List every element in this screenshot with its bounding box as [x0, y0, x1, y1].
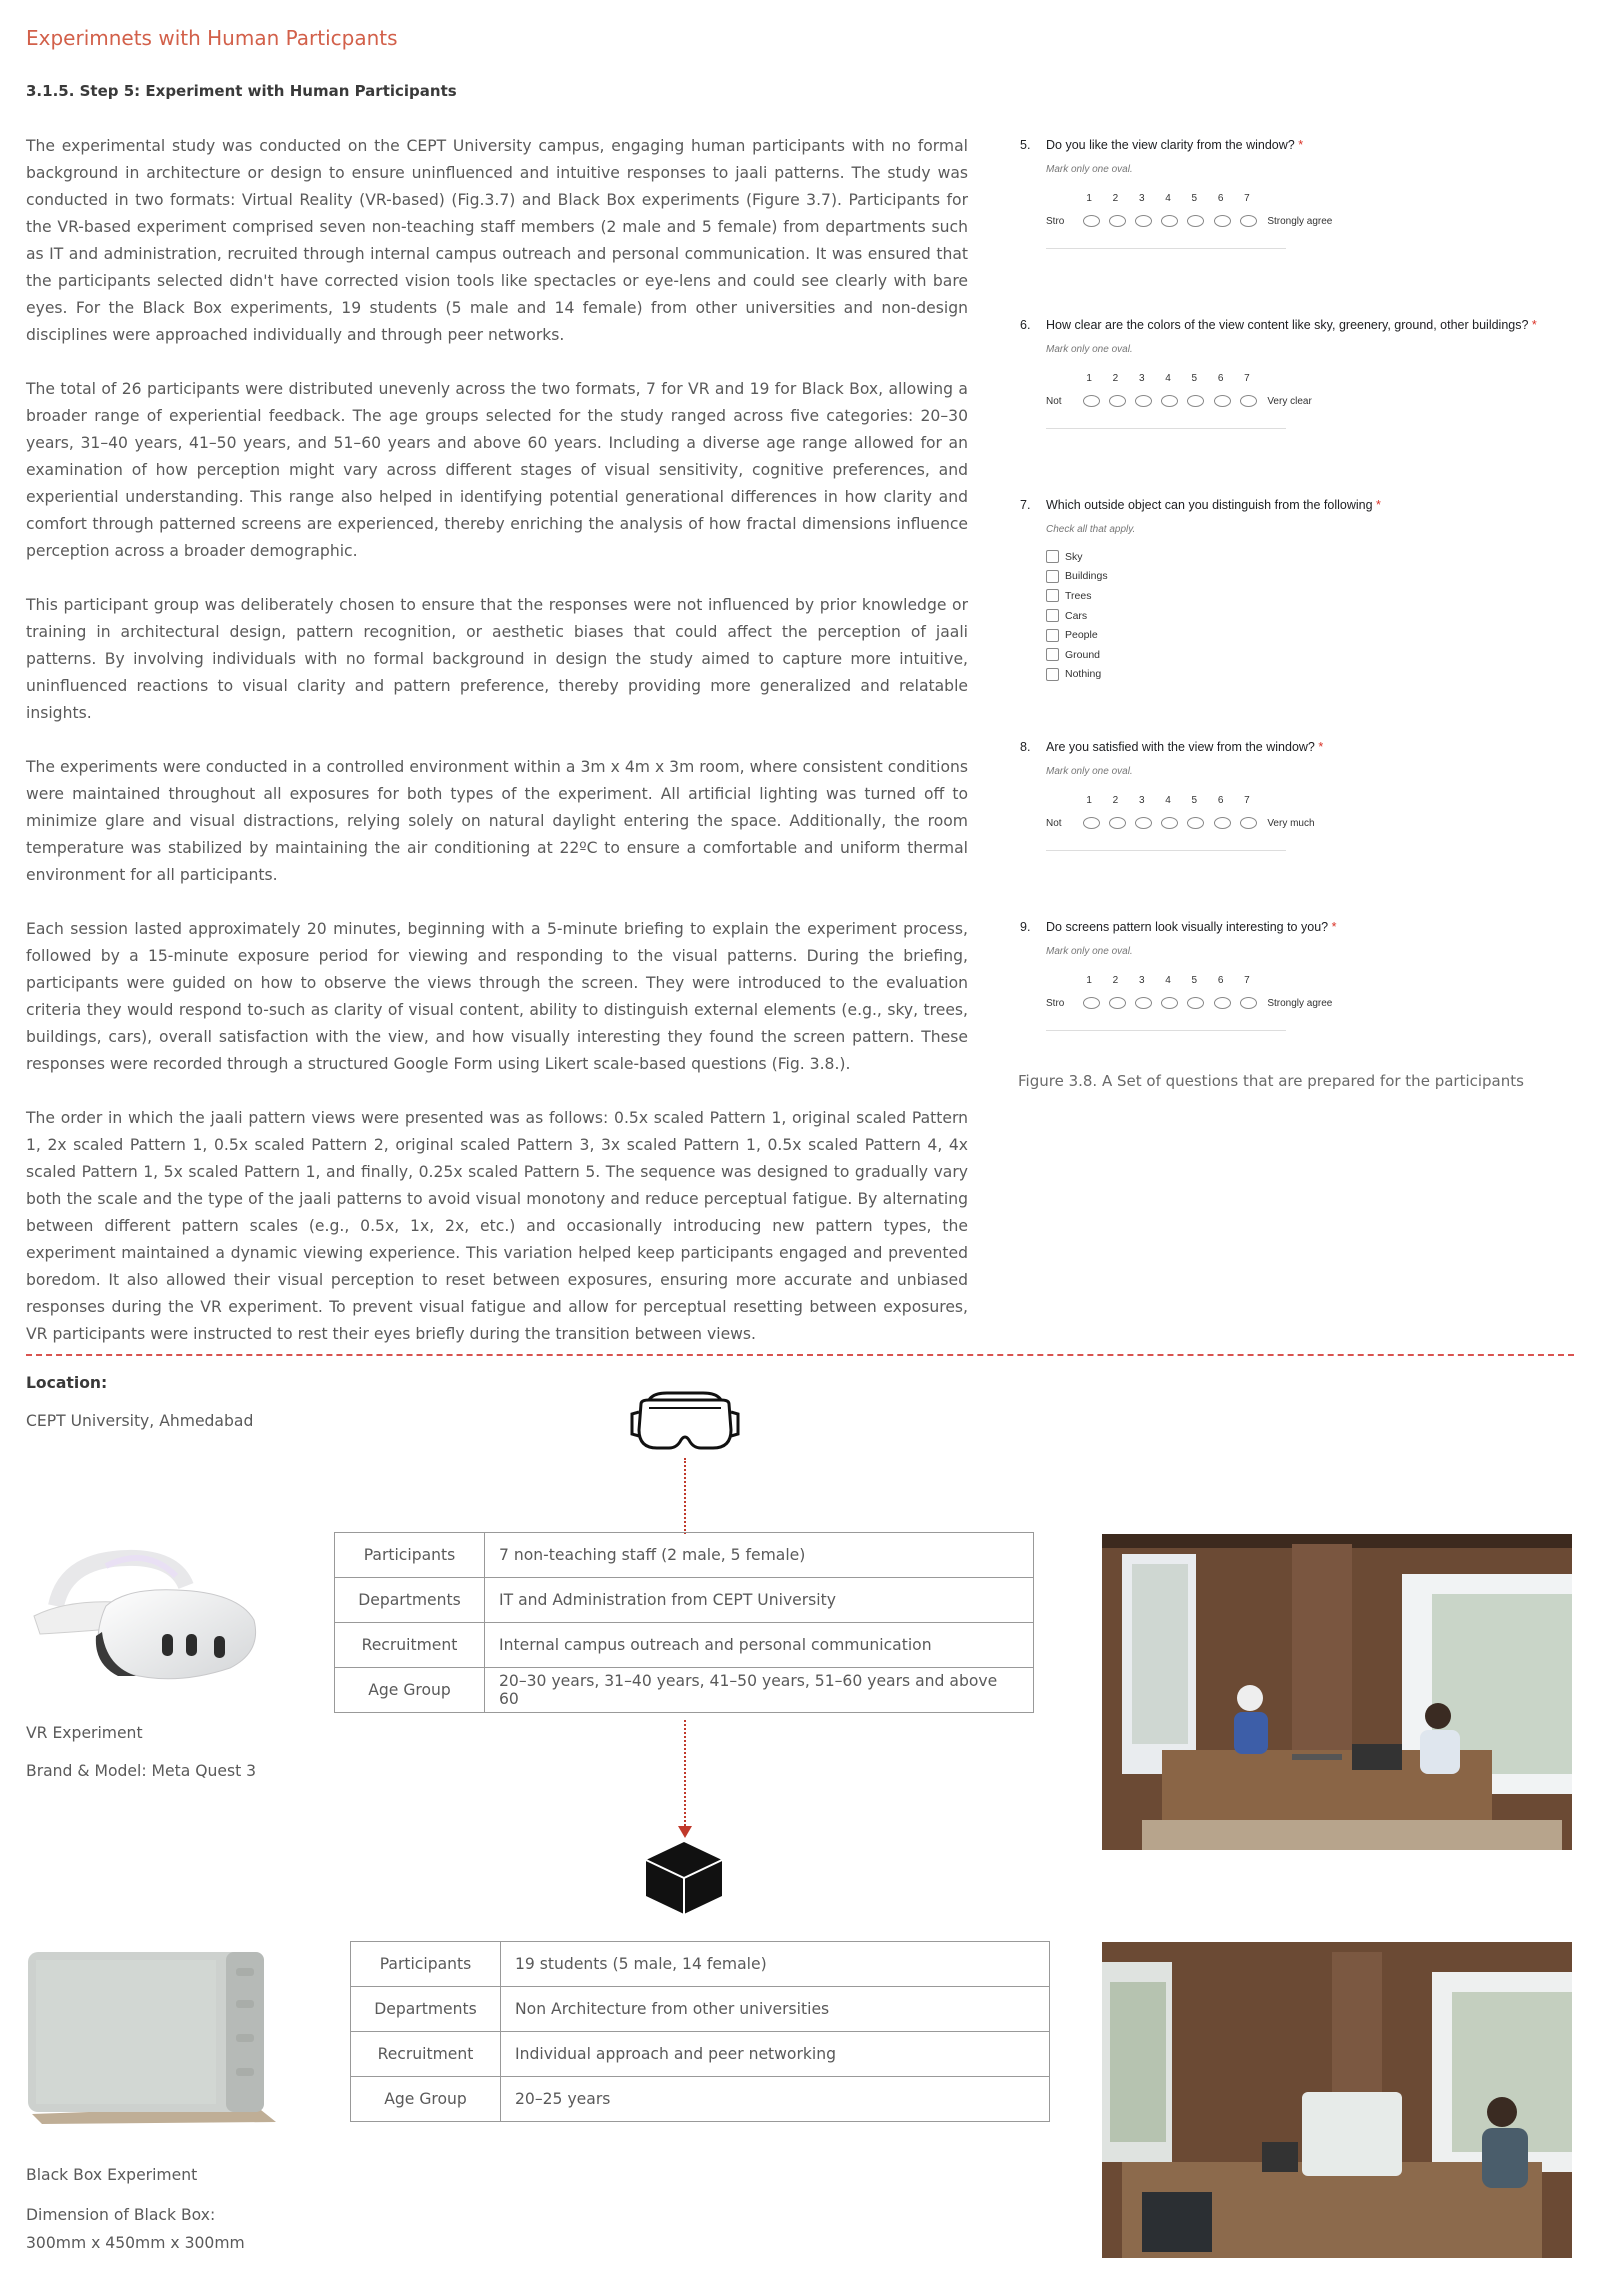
scale-low-label: Stro [1046, 997, 1065, 1009]
question-hint: Mark only one oval. [1046, 766, 1133, 777]
connector-line [684, 1720, 686, 1830]
question-hint: Mark only one oval. [1046, 164, 1133, 175]
checkbox[interactable] [1046, 550, 1059, 563]
radio-oval[interactable] [1187, 997, 1204, 1009]
vr-model-label: Brand & Model: Meta Quest 3 [26, 1762, 257, 1780]
checkbox[interactable] [1046, 589, 1059, 602]
radio-oval[interactable] [1214, 817, 1231, 829]
question-5 [1020, 138, 1590, 249]
radio-oval[interactable] [1240, 817, 1257, 829]
checkbox[interactable] [1046, 609, 1059, 622]
checkbox[interactable] [1046, 629, 1059, 642]
table-row: Age Group 20–25 years [351, 2077, 1050, 2122]
radio-oval[interactable] [1161, 997, 1178, 1009]
table-row: Participants 19 students (5 male, 14 female) [351, 1942, 1050, 1987]
required-mark: * [1376, 498, 1381, 512]
question-number: 5. [1020, 138, 1031, 152]
question-text: Which outside object can you distinguish from the following [1046, 498, 1373, 512]
location-label: Location: [26, 1374, 108, 1392]
table-row: Age Group 20–30 years, 31–40 years, 41–50 years, 51–60 years and above 60 [335, 1668, 1034, 1713]
question-8 [1020, 740, 1590, 851]
scale-high-label: Very clear [1267, 395, 1312, 407]
radio-oval[interactable] [1187, 817, 1204, 829]
required-mark: * [1331, 920, 1337, 934]
radio-oval[interactable] [1187, 395, 1204, 407]
likert-scale: 1 2 3 4 5 6 7 Stro Strongly agree [1046, 193, 1286, 249]
black-box-info-table [350, 1941, 1050, 2122]
paragraph: This participant group was deliberately chosen to ensure that the responses were not influenced by prior knowledge or training in architectural design, pattern recognition, or aesthetic biases that could affect the perception of jaali patterns. By involving individuals with no formal background in design the study aimed to capture more intuitive, uninfluenced reactions to visual clarity and pattern preference, thereby providing more generalized and relatable insights. [26, 596, 968, 722]
scale-high-label: Strongly agree [1267, 997, 1333, 1009]
radio-oval[interactable] [1135, 817, 1152, 829]
question-number: 9. [1020, 920, 1031, 934]
checkbox[interactable] [1046, 668, 1059, 681]
question-text: How clear are the colors of the view content like sky, greenery, ground, other buildings? [1046, 318, 1529, 332]
black-box-dimension-value: 300mm x 450mm x 300mm [26, 2234, 245, 2252]
radio-oval[interactable] [1083, 215, 1100, 227]
checkbox-option[interactable]: Sky [1046, 547, 1590, 567]
radio-oval[interactable] [1109, 215, 1126, 227]
body-text [26, 133, 968, 1375]
radio-oval[interactable] [1214, 395, 1231, 407]
black-box-session-photo [1102, 1942, 1572, 2258]
table-row: Departments IT and Administration from CEPT University [335, 1578, 1034, 1623]
likert-scale: 1 2 3 4 5 6 7 Stro Strongly agree [1046, 975, 1286, 1031]
radio-oval[interactable] [1161, 215, 1178, 227]
black-box-experiment-label: Black Box Experiment [26, 2166, 198, 2184]
radio-oval[interactable] [1083, 817, 1100, 829]
connector-line [684, 1458, 686, 1534]
checkbox-option[interactable]: Ground [1046, 645, 1590, 665]
scale-low-label: Not [1046, 817, 1062, 829]
required-mark: * [1298, 138, 1304, 152]
question-7 [1020, 498, 1590, 684]
likert-scale: 1 2 3 4 5 6 7 Not Very clear [1046, 373, 1286, 429]
paragraph: The order in which the jaali pattern views were presented was as follows: 0.5x scaled Pattern 1, original scaled Pattern 1, 2x scaled Pattern 1, 0.5x scaled Pattern 2, original scaled Pattern 3, 3x scaled Pattern 1, 0.5x scaled Pattern 4, 4x scaled Pattern 1, 5x scaled Pattern 1, and finally, 0.25x scaled Pattern 5. The sequence was designed to gradually vary both the scale and the type of the jaali patterns to avoid visual monotony and reduce perceptual fatigue. By alternating between different pattern scales (e.g., 0.5x, 1x, 2x, etc.) and occasionally introducing new pattern types, the experiment maintained a dynamic viewing experience. This variation helped keep participants engaged and prevented boredom. It also allowed their visual perception to reset between exposures, ensuring more accurate and unbiased responses during the VR experiment. To prevent visual fatigue and allow for perceptual resetting between exposures, VR participants were instructed to rest their eyes briefly during the transition between views. [26, 1109, 968, 1343]
radio-oval[interactable] [1240, 215, 1257, 227]
question-6 [1020, 318, 1590, 429]
paragraph: The experimental study was conducted on the CEPT University campus, engaging human participants with no formal background in architecture or design to ensure uninfluenced and intuitive responses to jaali patterns. The study was conducted in two formats: Virtual Reality (VR-based) (Fig.3.7) and Black Box experiments (Figure 3.7). Participants for the VR-based experiment comprised seven non-teaching staff members (2 male and 5 female) from departments such as IT and administration, recruited through internal campus outreach and personal communication. It was ensured that the participants selected didn't have corrected vision tools like spectacles or eye-lens and could see clearly with bare eyes. For the Black Box experiments, 19 students (5 male and 14 female) from other universities and non-design disciplines were approached individually and through peer networks. [26, 137, 968, 344]
radio-oval[interactable] [1240, 997, 1257, 1009]
radio-oval[interactable] [1161, 395, 1178, 407]
checkbox-option[interactable]: People [1046, 625, 1590, 645]
vr-session-photo [1102, 1534, 1572, 1850]
table-row: Departments Non Architecture from other universities [351, 1987, 1050, 2032]
question-text: Do screens pattern look visually interesting to you? [1046, 920, 1329, 934]
radio-oval[interactable] [1240, 395, 1257, 407]
question-number: 8. [1020, 740, 1031, 754]
question-text: Do you like the view clarity from the window? [1046, 138, 1295, 152]
scale-high-label: Very much [1267, 817, 1315, 829]
checkbox-option[interactable]: Nothing [1046, 665, 1590, 685]
required-mark: * [1531, 318, 1537, 332]
scale-low-label: Not [1046, 395, 1062, 407]
black-box-dimension-label: Dimension of Black Box: [26, 2206, 216, 2224]
question-9 [1020, 920, 1590, 1031]
checkbox-option[interactable]: Trees [1046, 586, 1590, 606]
section-divider [26, 1354, 1574, 1356]
radio-oval[interactable] [1135, 215, 1152, 227]
table-row: Recruitment Internal campus outreach and personal communication [335, 1623, 1034, 1668]
likert-scale: 1 2 3 4 5 6 7 Not Very much [1046, 795, 1286, 851]
checkbox-option[interactable]: Buildings [1046, 567, 1590, 587]
scale-high-label: Strongly agree [1267, 215, 1333, 227]
radio-oval[interactable] [1214, 215, 1231, 227]
question-hint: Check all that apply. [1046, 524, 1136, 535]
radio-oval[interactable] [1109, 395, 1126, 407]
vr-headset-image [26, 1536, 262, 1686]
question-hint: Mark only one oval. [1046, 946, 1133, 957]
scale-low-label: Stro [1046, 215, 1065, 227]
figure-caption: Figure 3.8. A Set of questions that are prepared for the participants [1018, 1072, 1524, 1090]
question-number: 6. [1020, 318, 1031, 332]
arrow-down-icon [678, 1826, 692, 1838]
radio-oval[interactable] [1135, 395, 1152, 407]
table-row: Participants 7 non-teaching staff (2 male, 5 female) [335, 1533, 1034, 1578]
paragraph: The experiments were conducted in a controlled environment within a 3m x 4m x 3m room, where consistent conditions were maintained throughout all exposures for both types of the experiment. All artificial lighting was turned off to minimize glare and visual distractions, relying solely on natural daylight entering the space. Additionally, the room temperature was stabilized by maintaining the air conditioning at 22ºC to ensure a comfortable and uniform thermal environment for all participants. [26, 758, 968, 884]
radio-oval[interactable] [1187, 215, 1204, 227]
radio-oval[interactable] [1109, 997, 1126, 1009]
required-mark: * [1318, 740, 1324, 754]
vr-experiment-label: VR Experiment [26, 1724, 143, 1742]
radio-oval[interactable] [1214, 997, 1231, 1009]
radio-oval[interactable] [1135, 997, 1152, 1009]
cube-icon [644, 1840, 724, 1916]
black-box-image [26, 1944, 276, 2124]
radio-oval[interactable] [1083, 395, 1100, 407]
paragraph: Each session lasted approximately 20 minutes, beginning with a 5-minute briefing to explain the experiment process, followed by a 15-minute exposure period for viewing and responding to the visual patterns. During the briefing, participants were guided on how to observe the views through the screen. They were introduced to the evaluation criteria they would respond to-such as clarity of visual content, ability to distinguish external elements (e.g., sky, trees, buildings, cars), overall satisfaction with the view, and how visually interesting they found the screen pattern. These responses were recorded through a structured Google Form using Likert scale-based questions (Fig. 3.8.). [26, 920, 968, 1073]
vr-info-table [334, 1532, 1034, 1713]
checkbox[interactable] [1046, 570, 1059, 583]
radio-oval[interactable] [1109, 817, 1126, 829]
radio-oval[interactable] [1083, 997, 1100, 1009]
question-number: 7. [1020, 498, 1031, 512]
checkbox[interactable] [1046, 648, 1059, 661]
checkbox-option[interactable]: Cars [1046, 606, 1590, 626]
page-header-title: Experimnets with Human Particpants [26, 26, 398, 50]
question-hint: Mark only one oval. [1046, 344, 1133, 355]
radio-oval[interactable] [1161, 817, 1178, 829]
paragraph: The total of 26 participants were distributed unevenly across the two formats, 7 for VR and 19 for Black Box, allowing a broader range of experiential feedback. The age groups selected for the study ranged across five categories: 20–30 years, 31–40 years, 41–50 years, and 51–60 years and above 60 years. Including a diverse age range allowed for an examination of how perception might vary across different stages of visual sensitivity, cognitive preferences, and experiential understanding. This range also helped in identifying potential generational differences in how clarity and comfort through patterned screens are experienced, thereby enriching the analysis of how fractal dimensions influence perception across a broader demographic. [26, 380, 968, 560]
checkbox-list [1046, 547, 1590, 684]
vr-goggles-icon [627, 1390, 743, 1454]
table-row: Recruitment Individual approach and peer networking [351, 2032, 1050, 2077]
location-value: CEPT University, Ahmedabad [26, 1412, 254, 1430]
question-text: Are you satisfied with the view from the window? [1046, 740, 1315, 754]
section-heading: 3.1.5. Step 5: Experiment with Human Participants [26, 82, 457, 100]
